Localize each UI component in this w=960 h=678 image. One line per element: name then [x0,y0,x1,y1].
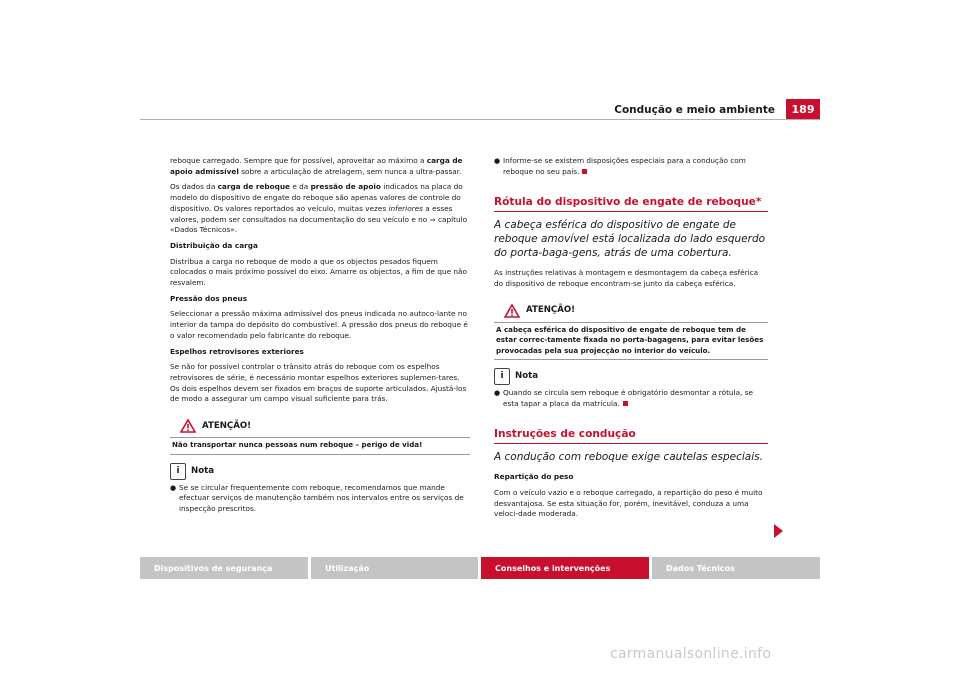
warning-label: ATENÇÃO! [202,420,252,431]
warning-triangle-icon [180,419,196,433]
section-end-icon [623,401,628,406]
heading-reparticao: Repartição do peso [494,472,574,482]
note-bullet [494,388,768,409]
footer-tab-conselhos[interactable]: Conselhos e intervenções [481,557,649,579]
right-column [494,156,768,525]
warning-box [494,300,768,361]
section-heading-rotula: Rótula do dispositivo de engate de reboque* [494,197,768,212]
continue-arrow-icon [774,524,783,538]
section-lead-instrucoes: A condução com reboque exige cautelas especiais. [494,451,763,464]
paragraph-reparticao: Com o veículo vazio e o reboque carregado, a repartição do peso é muito desvantajosa. Se esta situação for, porém, inevitável, conduza a uma veloci-dade moderada. [494,487,763,519]
header-rule [140,119,820,120]
paragraph-espelhos: Se não for possível controlar o trânsito atrás do reboque com os espelhos retrovisores de série, é necessário montar espelhos exteriores suplemen-tares. Os dois espelhos devem ser fixados em braços de suporte articulados. Ajustá-los de modo a assegurar um campo visual suficiente para trás. [170,362,467,404]
note-label: Nota [191,465,215,476]
warning-triangle-icon [504,304,520,318]
running-header-title: Condução e meio ambiente [614,104,775,116]
section-lead-rotula: A cabeça esférica do dispositivo de engate de reboque amovível está localizada do lado esquerdo do porta-baga-gens, atrás de uma cobertura. [494,219,766,260]
note-text: Quando se circula sem reboque é obrigatório desmontar a rótula, se esta tapar a placa da matrícula. [503,388,753,408]
paragraph-carga-apoio: reboque carregado. Sempre que for possível, aproveitar ao máximo a carga de apoio admissível sobre a articulação de atrelagem, sem nunca a ultra-passar. [170,156,463,176]
bullet-text: Informe-se se existem disposições especiais para a condução com reboque no seu país. [503,156,746,176]
paragraph-pressao: Seleccionar a pressão máxima admissível dos pneus indicada no autoco-lante no interior da tampa do depósito do combustível. A pressão dos pneus do reboque é o valor recomendado pelo fabricante do reboque. [170,309,468,340]
paragraph-rotula: As instruções relativas à montagem e desmontagem da cabeça esférica do dispositivo de reboque encontram-se junto da cabeça esférica. [494,268,759,288]
footer-tab-seguranca[interactable]: Dispositivos de segurança [140,557,308,579]
note-bullet [170,483,470,515]
section-heading-instrucoes: Instruções de condução [494,429,768,444]
warning-box [170,415,470,455]
bullet-dot-icon: ● [494,389,501,398]
warning-header [170,415,470,438]
note-text: Se se circular frequentemente com reboque, recomendamos que mande efectuar serviços de manutenção também nos intervalos entre os serviços de inspecção prescritos. [179,482,464,513]
note-header [170,463,470,480]
warning-header [494,300,768,323]
heading-pressao: Pressão dos pneus [170,293,248,303]
note-info-icon: i [494,368,510,385]
paragraph-dados: Os dados da carga de reboque e da pressão de apoio indicados na placa do modelo do dispositivo de engate do reboque são apenas valores de controle do dispositivo. Os valores reportados ao veículo, muitas vezes inferiores a esses valores, podem ser consultados na documentação do seu veículo e no ⇒ capítulo «Dados Técnicos». [170,182,468,235]
bullet-dot-icon: ● [494,157,501,165]
note-label: Nota [515,371,539,382]
section-end-icon [582,169,587,174]
left-column [170,156,470,515]
note-info-icon: i [170,463,186,480]
watermark: carmanualsonline.info [610,646,772,662]
footer-tab-dados[interactable]: Dados Técnicos [652,557,820,579]
heading-espelhos: Espelhos retrovisores exteriores [170,346,304,356]
heading-distribuicao: Distribuição da carga [170,240,258,250]
warning-text: A cabeça esférica do dispositivo de engate de reboque tem de estar correc-tamente fixada no porta-bagagens, para evitar lesões provocadas pela sua projecção no interior do veículo. [496,324,764,355]
bullet-dot-icon: ● [170,483,177,492]
warning-label: ATENÇÃO! [526,305,576,316]
bullet-item [494,156,768,177]
footer-tab-utilizacao[interactable]: Utilização [311,557,478,579]
paragraph-distribuicao: Distribua a carga no reboque de modo a que os objectos pesados fiquem colocados o mais próximo possível do eixo. Amarre os objectos, a fim de que não resvalem. [170,256,467,288]
page-number-badge: 189 [786,99,820,119]
note-header [494,368,768,385]
warning-text: Não transportar nunca pessoas num reboque – perigo de vida! [172,440,423,450]
